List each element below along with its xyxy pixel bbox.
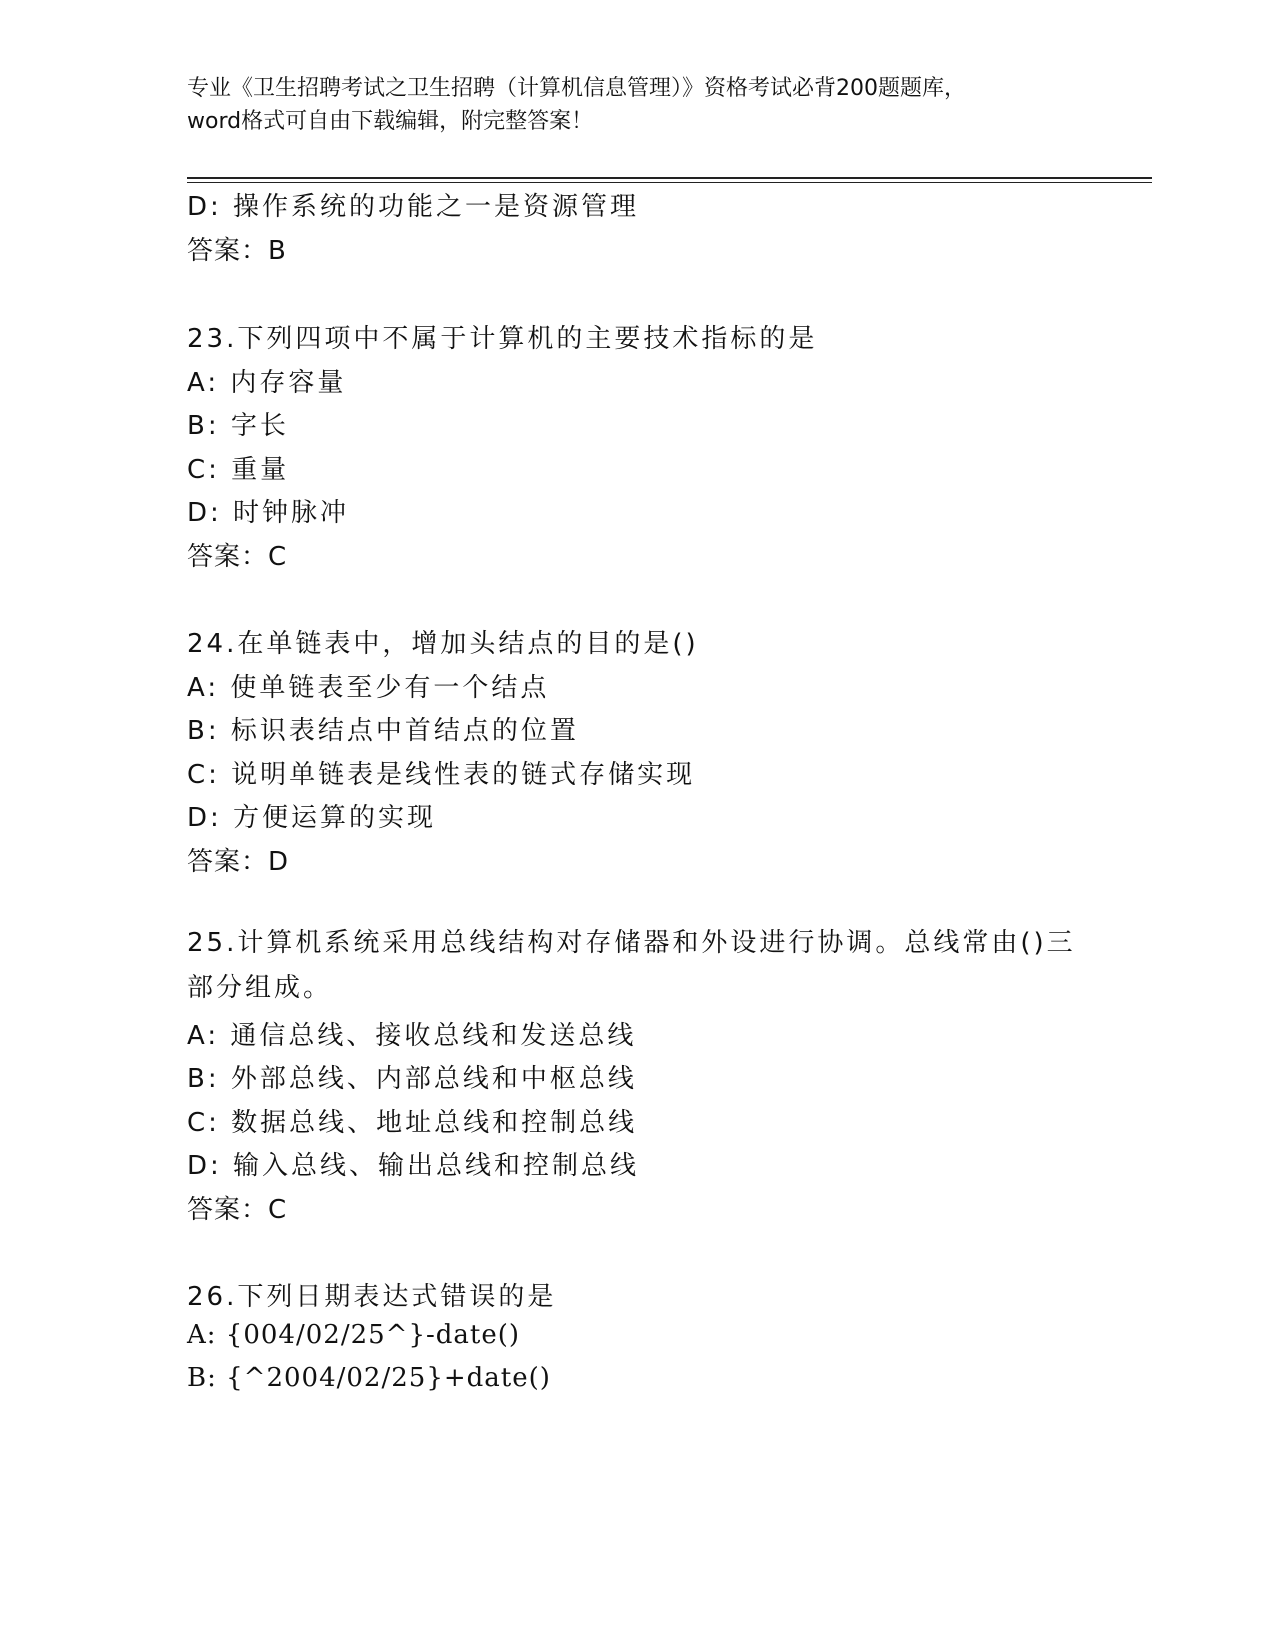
q25-option-d: D: 输入总线、输出总线和控制总线 <box>187 1151 640 1181</box>
q25-option-b: B: 外部总线、内部总线和中枢总线 <box>187 1064 637 1094</box>
q26-option-b: B: {^2004/02/25}+date() <box>187 1363 551 1393</box>
q25-answer: 答案：C <box>187 1195 288 1225</box>
header-rule-thick <box>187 177 1152 179</box>
prev-option-d: D: 操作系统的功能之一是资源管理 <box>187 192 640 222</box>
q23-option-d: D: 时钟脉冲 <box>187 498 350 528</box>
q23-answer: 答案：C <box>187 542 288 572</box>
document-header <box>187 72 1087 138</box>
q24-answer: 答案：D <box>187 847 290 877</box>
q24-option-a: A: 使单链表至少有一个结点 <box>187 673 550 703</box>
q23-option-a: A: 内存容量 <box>187 368 347 398</box>
header-line-2: word格式可自由下载编辑，附完整答案！ <box>187 109 594 134</box>
header-line-1: 专业《卫生招聘考试之卫生招聘（计算机信息管理）》资格考试必背200题题库， <box>187 76 966 101</box>
q25-option-c: C: 数据总线、地址总线和控制总线 <box>187 1108 638 1138</box>
q24-option-d: D: 方便运算的实现 <box>187 803 437 833</box>
q24-stem: 24.在单链表中，增加头结点的目的是() <box>187 629 699 659</box>
q23-option-c: C: 重量 <box>187 455 290 485</box>
q26-stem: 26.下列日期表达式错误的是 <box>187 1282 557 1312</box>
q23-stem: 23.下列四项中不属于计算机的主要技术指标的是 <box>187 324 818 354</box>
q25-option-a: A: 通信总线、接收总线和发送总线 <box>187 1021 637 1051</box>
q26-option-a: A: {004/02/25^}-date() <box>187 1320 521 1350</box>
q23-option-b: B: 字长 <box>187 411 289 441</box>
header-rule-thin <box>187 182 1152 183</box>
q24-option-b: B: 标识表结点中首结点的位置 <box>187 716 579 746</box>
q24-option-c: C: 说明单链表是线性表的链式存储实现 <box>187 760 696 790</box>
prev-answer: 答案：B <box>187 236 287 266</box>
q25-stem: 25.计算机系统采用总线结构对存储器和外设进行协调。总线常由()三部分组成。 <box>187 928 1076 1003</box>
